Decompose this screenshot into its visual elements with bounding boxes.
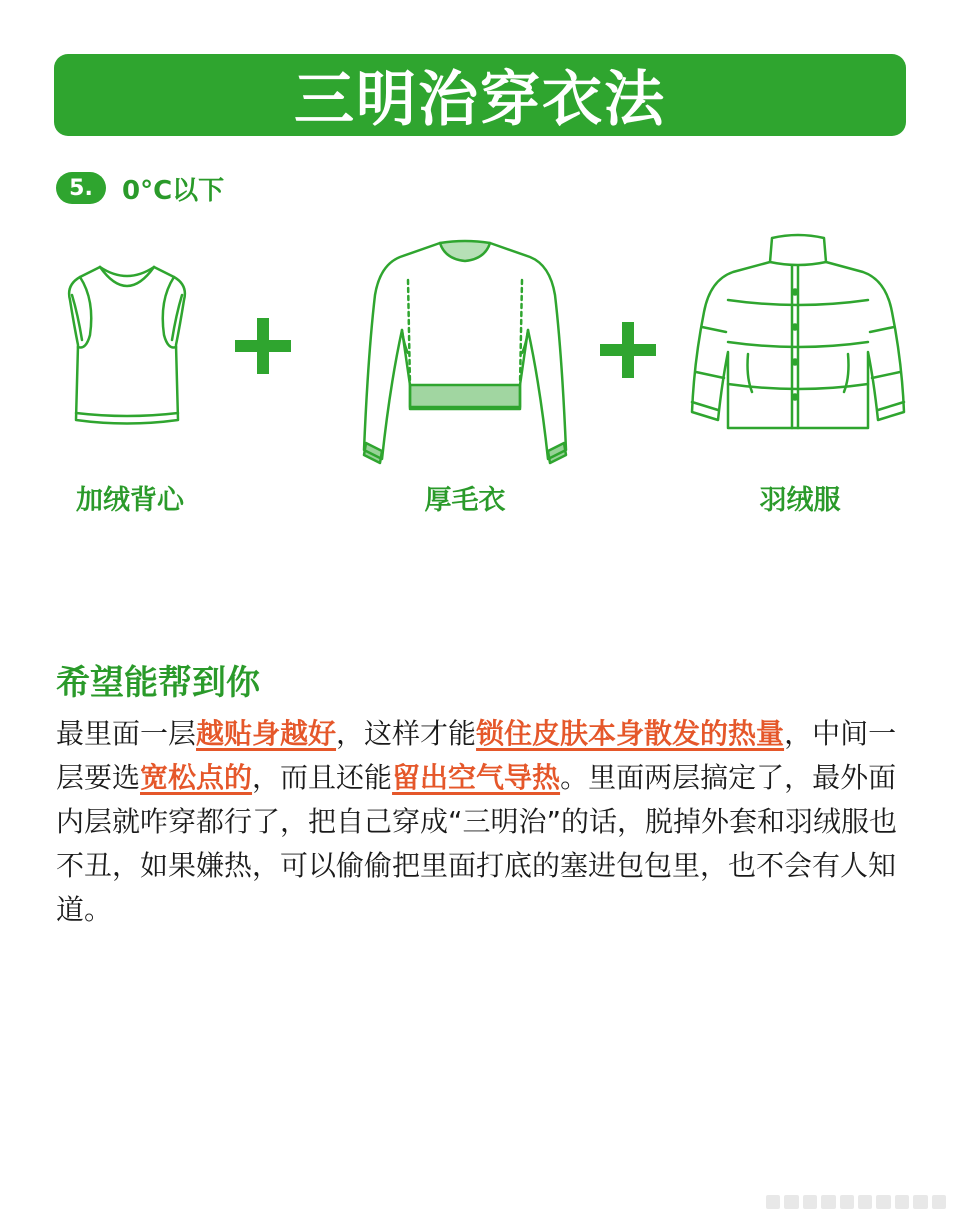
highlight-segment: 留出空气导热 xyxy=(392,761,561,794)
text-segment: ，这样才能 xyxy=(336,717,477,750)
sweater-icon xyxy=(360,235,570,467)
vest-icon xyxy=(60,255,195,430)
item-label-vest: 加绒背心 xyxy=(76,485,184,516)
section-heading: 希望能帮到你 xyxy=(56,663,260,703)
text-segment: 最里面一层 xyxy=(56,717,197,750)
text-segment: ，而且还能 xyxy=(252,761,393,794)
item-label-jacket: 羽绒服 xyxy=(759,485,841,516)
text-segment: ，中间一层要选 xyxy=(56,717,897,794)
plus-icon xyxy=(235,318,291,378)
highlight-segment: 锁住皮肤本身散发的热量 xyxy=(476,717,785,750)
page-title: 三明治穿衣法 xyxy=(294,65,666,135)
title-banner xyxy=(54,54,906,136)
step-number-badge: 5. xyxy=(56,172,106,204)
watermark xyxy=(766,1195,946,1209)
step-header xyxy=(56,168,224,208)
highlight-segment: 宽松点的 xyxy=(140,761,253,794)
down-jacket-icon xyxy=(688,232,908,432)
tip-paragraph xyxy=(56,712,906,932)
text-segment: 。里面两层搞定了，最外面内层就咋穿都行了，把自己穿成“三明治”的话，脱掉外套和羽绒服也不丑，如果嫌热，可以偷偷把里面打底的塞进包包里，也不会有人知道。 xyxy=(56,761,898,926)
step-temperature-label: 0°C以下 xyxy=(122,175,225,206)
plus-icon xyxy=(600,322,656,382)
highlight-segment: 越贴身越好 xyxy=(196,717,337,750)
item-label-sweater: 厚毛衣 xyxy=(424,485,506,516)
